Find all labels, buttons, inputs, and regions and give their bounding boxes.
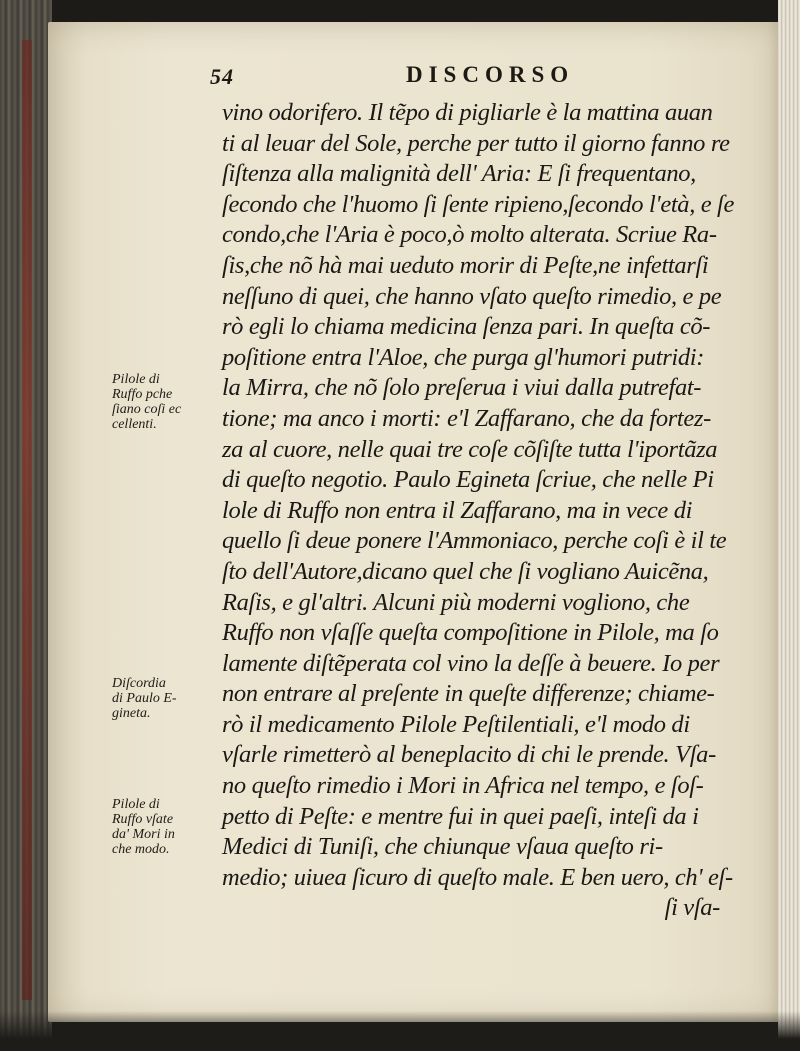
- running-head: DISCORSO: [406, 62, 575, 87]
- margin-note-line: Pilole di: [112, 797, 160, 812]
- margin-note-line: gineta.: [112, 706, 151, 721]
- text-line: lamente diſtẽperata col vino la deſſe à beuere. Io per: [222, 649, 720, 677]
- text-line: Medici di Tuniſi, che chiunque vſaua queſto ri-: [222, 833, 663, 861]
- text-line: medio; uiuea ſicuro di queſto male. E ben uero, ch' eſ-: [222, 863, 733, 891]
- text-line: neſſuno di quei, che hanno vſato queſto rimedio, e pe: [222, 282, 722, 310]
- text-line: condo,che l'Aria è poco,ò molto alterata. Scriue Ra-: [222, 221, 717, 249]
- text-line: ſto dell'Autore,dicano quel che ſi vogliano Auicẽna,: [222, 557, 709, 585]
- text-line: Raſis, e gl'altri. Alcuni più moderni vogliono, che: [222, 588, 690, 616]
- text-line: za al cuore, nelle quai tre coſe cõſiſte tutta l'iportãza: [222, 435, 718, 463]
- binding-ribbon: [22, 40, 32, 1000]
- margin-note-line: ſiano coſi ec: [112, 402, 182, 417]
- text-line: di queſto negotio. Paulo Egineta ſcriue, che nelle Pi: [222, 466, 714, 494]
- text-line: no queſto rimedio i Mori in Africa nel tempo, e ſoſ-: [222, 772, 704, 800]
- text-line: vino odorifero. Il tẽpo di pigliarle è la mattina auan: [222, 99, 713, 126]
- margin-note: [112, 676, 217, 721]
- text-line: la Mirra, che nõ ſolo preſerua i viui dalla putrefat-: [222, 374, 702, 402]
- text-line: petto di Peſte: e mentre fui in quei paeſi, inteſi da i: [222, 802, 699, 830]
- margin-note-line: Pilole di: [112, 372, 160, 387]
- margin-note: [112, 372, 217, 432]
- text-line: quello ſi deue ponere l'Ammoniaco, perche coſi è il te: [222, 527, 727, 555]
- catchword-line: ſi vſa-: [664, 894, 720, 922]
- body-text: [222, 98, 770, 924]
- text-line: ſiſtenza alla malignità dell' Aria: E ſi frequentano,: [222, 160, 696, 188]
- text-line: ſecondo che l'huomo ſi ſente ripieno,ſecondo l'età, e ſe: [222, 190, 735, 218]
- text-line: ſis,che nõ hà mai ueduto morir di Peſte,ne infettarſi: [222, 251, 709, 279]
- text-line: poſitione entra l'Aloe, che purga gl'humori putridi:: [222, 343, 705, 371]
- text-line: vſarle rimetterò al beneplacito di chi le prende. Vſa-: [222, 741, 716, 769]
- text-line: tione; ma anco i morti: e'l Zaffarano, che da fortez-: [222, 404, 711, 432]
- text-line: lole di Ruffo non entra il Zaffarano, ma in vece di: [222, 496, 693, 524]
- margin-note-line: di Paulo E-: [112, 691, 177, 706]
- text-line: Ruffo non vſaſſe queſta compoſitione in Pilole, ma ſo: [222, 619, 719, 647]
- text-line: ti al leuar del Sole, perche per tutto il giorno fanno re: [222, 129, 730, 157]
- text-line: rò egli lo chiama medicina ſenza pari. In queſta cõ-: [222, 313, 711, 341]
- page-number: 54: [210, 64, 234, 89]
- page-edges: [778, 0, 800, 1051]
- page-header: [210, 62, 770, 92]
- margin-note-line: Ruffo vſate: [112, 812, 174, 827]
- text-line: rò il medicamento Pilole Peſtilentiali, e'l modo di: [222, 710, 690, 738]
- margin-note-line: Ruffo pche: [112, 387, 173, 402]
- text-line: non entrare al preſente in queſte differenze; chiame-: [222, 680, 715, 708]
- margin-note-line: che modo.: [112, 842, 170, 857]
- margin-note-line: Diſcordia: [112, 676, 166, 691]
- margin-note: [112, 797, 217, 857]
- margin-note-line: cellenti.: [112, 417, 157, 432]
- margin-note-line: da' Mori in: [112, 827, 175, 842]
- bottom-shadow: [0, 1011, 800, 1051]
